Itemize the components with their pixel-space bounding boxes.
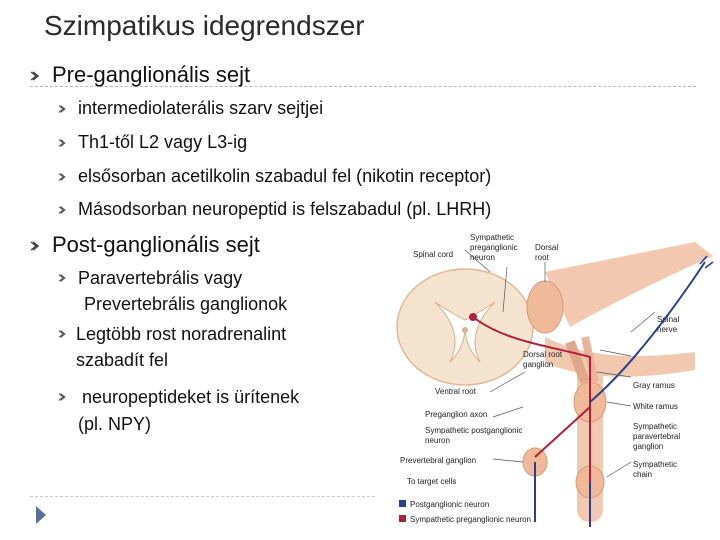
label-prevertebral-ganglion: Prevertebral ganglion: [400, 456, 477, 465]
label-dorsal-root: Dorsal root: [535, 243, 559, 262]
label-white-ramus: White ramus: [633, 402, 678, 411]
sub-bullet-text: intermediolaterális szarv sejtjei: [78, 98, 324, 118]
label-spinal-nerve: Spinal nerve: [657, 315, 680, 334]
footer-divider: [30, 496, 375, 497]
legend-label-postganglionic: Postganglionic neuron: [410, 500, 490, 509]
bullet-icon: [58, 138, 68, 148]
spinal-nerve-shape: [545, 242, 713, 327]
gray-ramus-shape: [570, 342, 585, 382]
sub-bullet-text-cont: Prevertebrális ganglionok: [84, 294, 288, 314]
label-dorsal-root-ganglion: Dorsal root ganglion: [523, 350, 563, 369]
bullet-postganglionic: Post-ganglionális sejt: [52, 232, 260, 257]
label-preganglion-axon: Preganglion axon: [425, 410, 488, 419]
next-slide-icon[interactable]: [34, 504, 48, 531]
bullet-icon: [58, 392, 68, 402]
label-spinal-cord: Spinal cord: [413, 250, 454, 259]
bullet-icon: [30, 240, 42, 252]
label-ventral-root: Ventral root: [435, 387, 476, 396]
label-paravertebral-ganglion: Sympathetic paravertebral ganglion: [633, 422, 681, 451]
sub-bullet-text: Legtöbb rost noradrenalint: [76, 324, 287, 344]
label-postganglionic-neuron: Sympathetic postganglionic neuron: [425, 426, 523, 445]
bullet-icon: [58, 329, 68, 339]
sympathetic-pathway-figure: [395, 232, 720, 540]
bullet-icon: [58, 273, 68, 283]
sub-bullet-text-cont: szabadít fel: [76, 350, 169, 370]
label-to-target-cells: To target cells: [407, 477, 457, 486]
preganglionic-cell-body: [469, 313, 477, 321]
legend-swatch-preganglionic: [399, 515, 406, 522]
legend-label-preganglionic: Sympathetic preganglionic neuron: [410, 515, 531, 524]
bullet-icon: [58, 172, 68, 182]
sub-bullet-text: neuropeptideket is ürítenek: [82, 387, 300, 407]
label-gray-ramus: Gray ramus: [633, 381, 675, 390]
sub-bullet-text: elsősorban acetilkolin szabadul fel (nikotin receptor): [78, 166, 492, 186]
figure-legend: [399, 500, 531, 524]
sub-bullet-text: Paravertebrális vagy: [78, 268, 243, 288]
bullet-icon: [58, 205, 68, 215]
label-preganglionic-neuron: Sympathetic preganglionic neuron: [470, 233, 518, 262]
dorsal-root-ganglion-shape: [527, 281, 563, 333]
bullet-icon: [30, 70, 42, 82]
label-sympathetic-chain: Sympathetic chain: [633, 460, 678, 479]
sub-bullet-text: Th1-től L2 vagy L3-ig: [78, 132, 248, 152]
legend-swatch-postganglionic: [399, 500, 406, 507]
bullet-preganglionic: Pre-ganglionális sejt: [52, 62, 251, 87]
central-canal: [462, 327, 468, 333]
bullet-icon: [58, 104, 68, 114]
slide-title: Szimpatikus idegrendszer: [44, 10, 365, 41]
sub-bullet-text-cont: (pl. NPY): [78, 414, 152, 434]
sub-bullet-text: Másodsorban neuropeptid is felszabadul (pl. LHRH): [78, 199, 492, 219]
